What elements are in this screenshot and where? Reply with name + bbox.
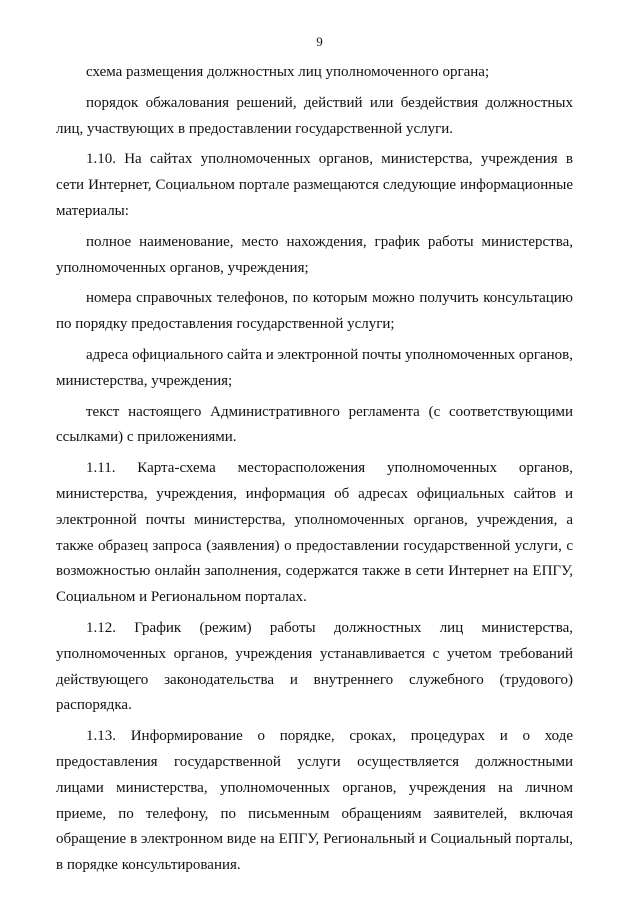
paragraph-appeal-procedure: порядок обжалования решений, действий или бездействия должностных лиц, участвующих в предоставлении государственной услуги. xyxy=(56,94,573,137)
page-number: 9 xyxy=(316,34,323,49)
paragraph-addresses: адреса официального сайта и электронной почты уполномоченных органов, министерства, учреждения; xyxy=(56,346,573,389)
document-body xyxy=(56,60,573,884)
paragraph-1-10: 1.10. На сайтах уполномоченных органов, министерства, учреждения в сети Интернет, Социальном портале размещаются следующие информационные материалы: xyxy=(56,151,573,219)
paragraph-phones: номера справочных телефонов, по которым можно получить консультацию по порядку предоставления государственной услуги; xyxy=(56,290,573,333)
paragraph-1-11: 1.11. Карта-схема месторасположения уполномоченных органов, министерства, учреждения, информация об адресах официальных сайтов и электронной почты министерства, уполномоченных органов, учреждения, а также образец запроса (заявления) о предоставлении государственной услуги, с возможностью онлайн заполнения, содержатся также в сети Интернет на ЕПГУ, Социальном и Региональном порталах. xyxy=(56,460,573,606)
paragraph-1-13: 1.13. Информирование о порядке, сроках, процедурах и о ходе предоставления государственной услуги осуществляется должностными лицами министерства, уполномоченных органов, учреждения на личном приеме, по телефону, по письменным обращениям заявителей, включая обращение в электронном виде на ЕПГУ, Региональный и Социальный порталы, в порядке консультирования. xyxy=(56,728,573,874)
paragraph-regulation-text: текст настоящего Административного регламента (с соответствующими ссылками) с приложениями. xyxy=(56,403,573,446)
paragraph-full-name: полное наименование, место нахождения, график работы министерства, уполномоченных органов, учреждения; xyxy=(56,233,573,276)
paragraph-1-12: 1.12. График (режим) работы должностных лиц министерства, уполномоченных органов, учреждения устанавливается с учетом требований действующего законодательства и внутреннего служебного (трудового) распорядка. xyxy=(56,619,573,714)
paragraph-scheme: схема размещения должностных лиц уполномоченного органа; xyxy=(86,64,490,80)
